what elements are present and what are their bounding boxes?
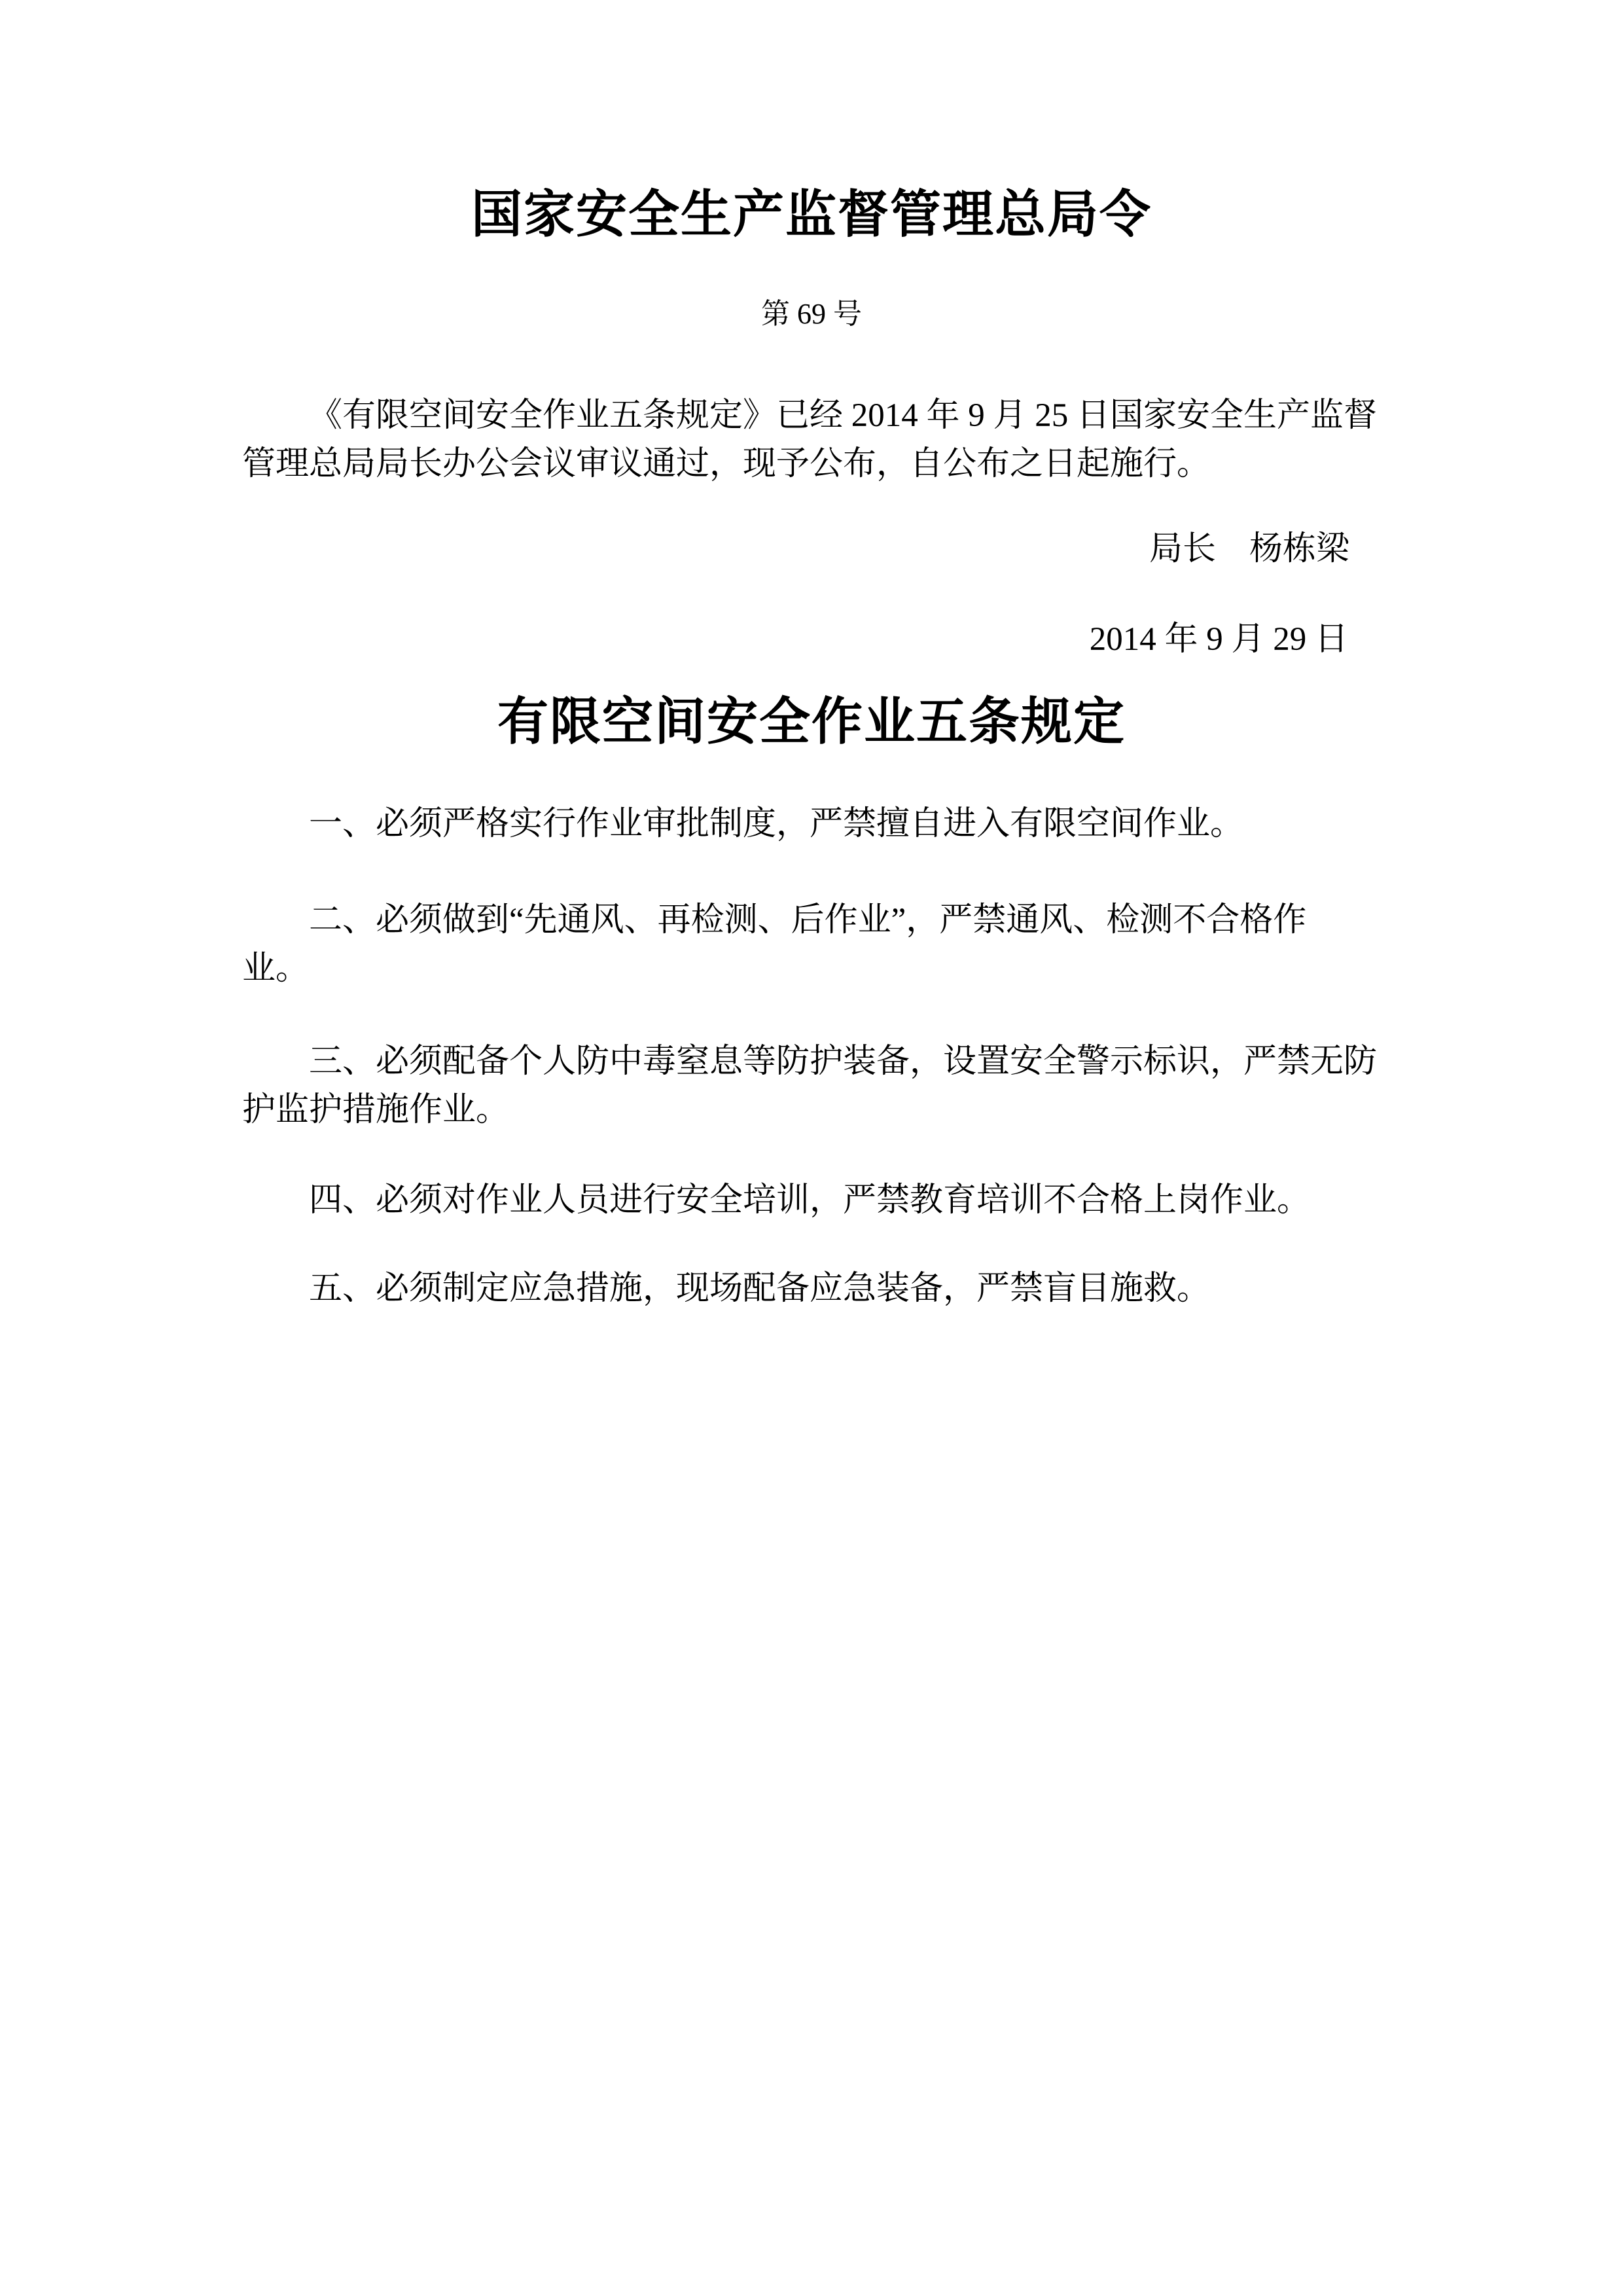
signer-line: 局长 杨栋梁 <box>1149 531 1349 567</box>
regulation-item-line: 四、必须对作业人员进行安全培训，严禁教育培训不合格上岗作业。 <box>309 1182 1311 1219</box>
decree-number: 第 69 号 <box>761 298 862 330</box>
regulation-item-line: 五、必须制定应急措施，现场配备应急装备，严禁盲目施救。 <box>309 1270 1211 1307</box>
regulation-item-line: 一、必须严格实行作业审批制度，严禁擅自进入有限空间作业。 <box>309 806 1244 842</box>
regulation-item <box>242 1265 1381 1313</box>
regulation-item <box>242 1176 1381 1225</box>
regulation-item-line: 二、必须做到“先通风、再检测、后作业”，严禁通风、检测不合格作 <box>309 902 1307 939</box>
regulation-item-line: 业。 <box>242 950 310 987</box>
decree-preamble-line: 管理总局局长办公会议审议通过，现予公布，自公布之日起施行。 <box>242 446 1211 482</box>
regulation-item <box>242 896 1381 993</box>
regulation-item-line: 三、必须配备个人防中毒窒息等防护装备，设置安全警示标识，严禁无防 <box>309 1043 1378 1080</box>
regulation-title: 有限空间安全作业五条规定 <box>497 693 1126 750</box>
decree-preamble-line: 《有限空间安全作业五条规定》已经 2014 年 9 月 25 日国家安全生产监督 <box>309 397 1378 434</box>
regulation-item <box>242 1037 1381 1134</box>
decree-preamble <box>242 391 1381 488</box>
regulation-item <box>242 800 1381 848</box>
date-line: 2014 年 9 月 29 日 <box>1089 621 1348 658</box>
decree-title: 国家安全生产监督管理总局令 <box>471 186 1152 243</box>
regulation-item-line: 护监护措施作业。 <box>242 1092 510 1128</box>
